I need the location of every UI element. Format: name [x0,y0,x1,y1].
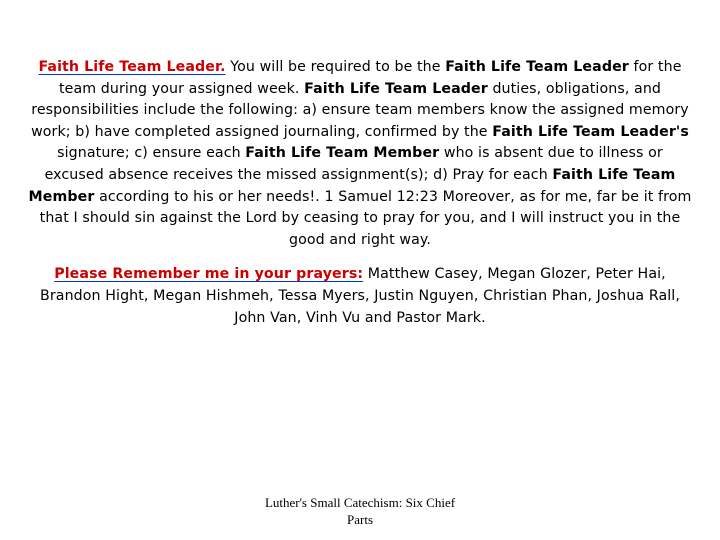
slide-footer [240,494,480,528]
term-team-leader: Faith Life Team Leader [304,80,488,97]
leader-text-1: You will be required to be the [225,59,446,75]
prayer-request-paragraph [28,264,692,329]
term-team-leader: Faith Life Team Leader [445,59,629,75]
leader-duties-paragraph [28,57,692,251]
term-team-member: Faith Life Team Member [245,145,440,162]
leader-text-5: who is absent due to illness or excused absence receives the missed assignment(s); d) Pray for each [44,145,663,183]
leader-text-3: duties, obligations, and responsibilities include the following: a) ensure team members know the assigned memory work; b) have completed assigned journaling, confirmed by the [31,80,689,140]
prayer-names: Matthew Casey, Megan Glozer, Peter Hai, Brandon Hight, Megan Hishmeh, Tessa Myers, Justin Nguyen, Christian Phan, Joshua Rall, John Van, Vinh Vu and Pastor Mark. [40,266,680,326]
prayer-heading: Please Remember me in your prayers: [54,266,364,283]
leader-heading: Faith Life Team Leader. [38,59,226,75]
term-team-leader-possessive: Faith Life Team Leader's [492,123,689,140]
term-team-member: Faith Life Team Member [28,166,676,205]
leader-text-6: according to his or her needs!. 1 Samuel 12:23 Moreover, as for me, far be it from that I should sin against the Lord by ceasing to pray for you, and I will instruct you in the good and right way. [39,188,692,248]
slide-body [28,57,692,329]
footer-line-2: Parts [347,512,373,527]
leader-text-4: signature; c) ensure each [57,145,246,162]
footer-line-1: Luther's Small Catechism: Six Chief [264,495,456,510]
leader-text-2: for the team during your assigned week. [58,59,682,97]
